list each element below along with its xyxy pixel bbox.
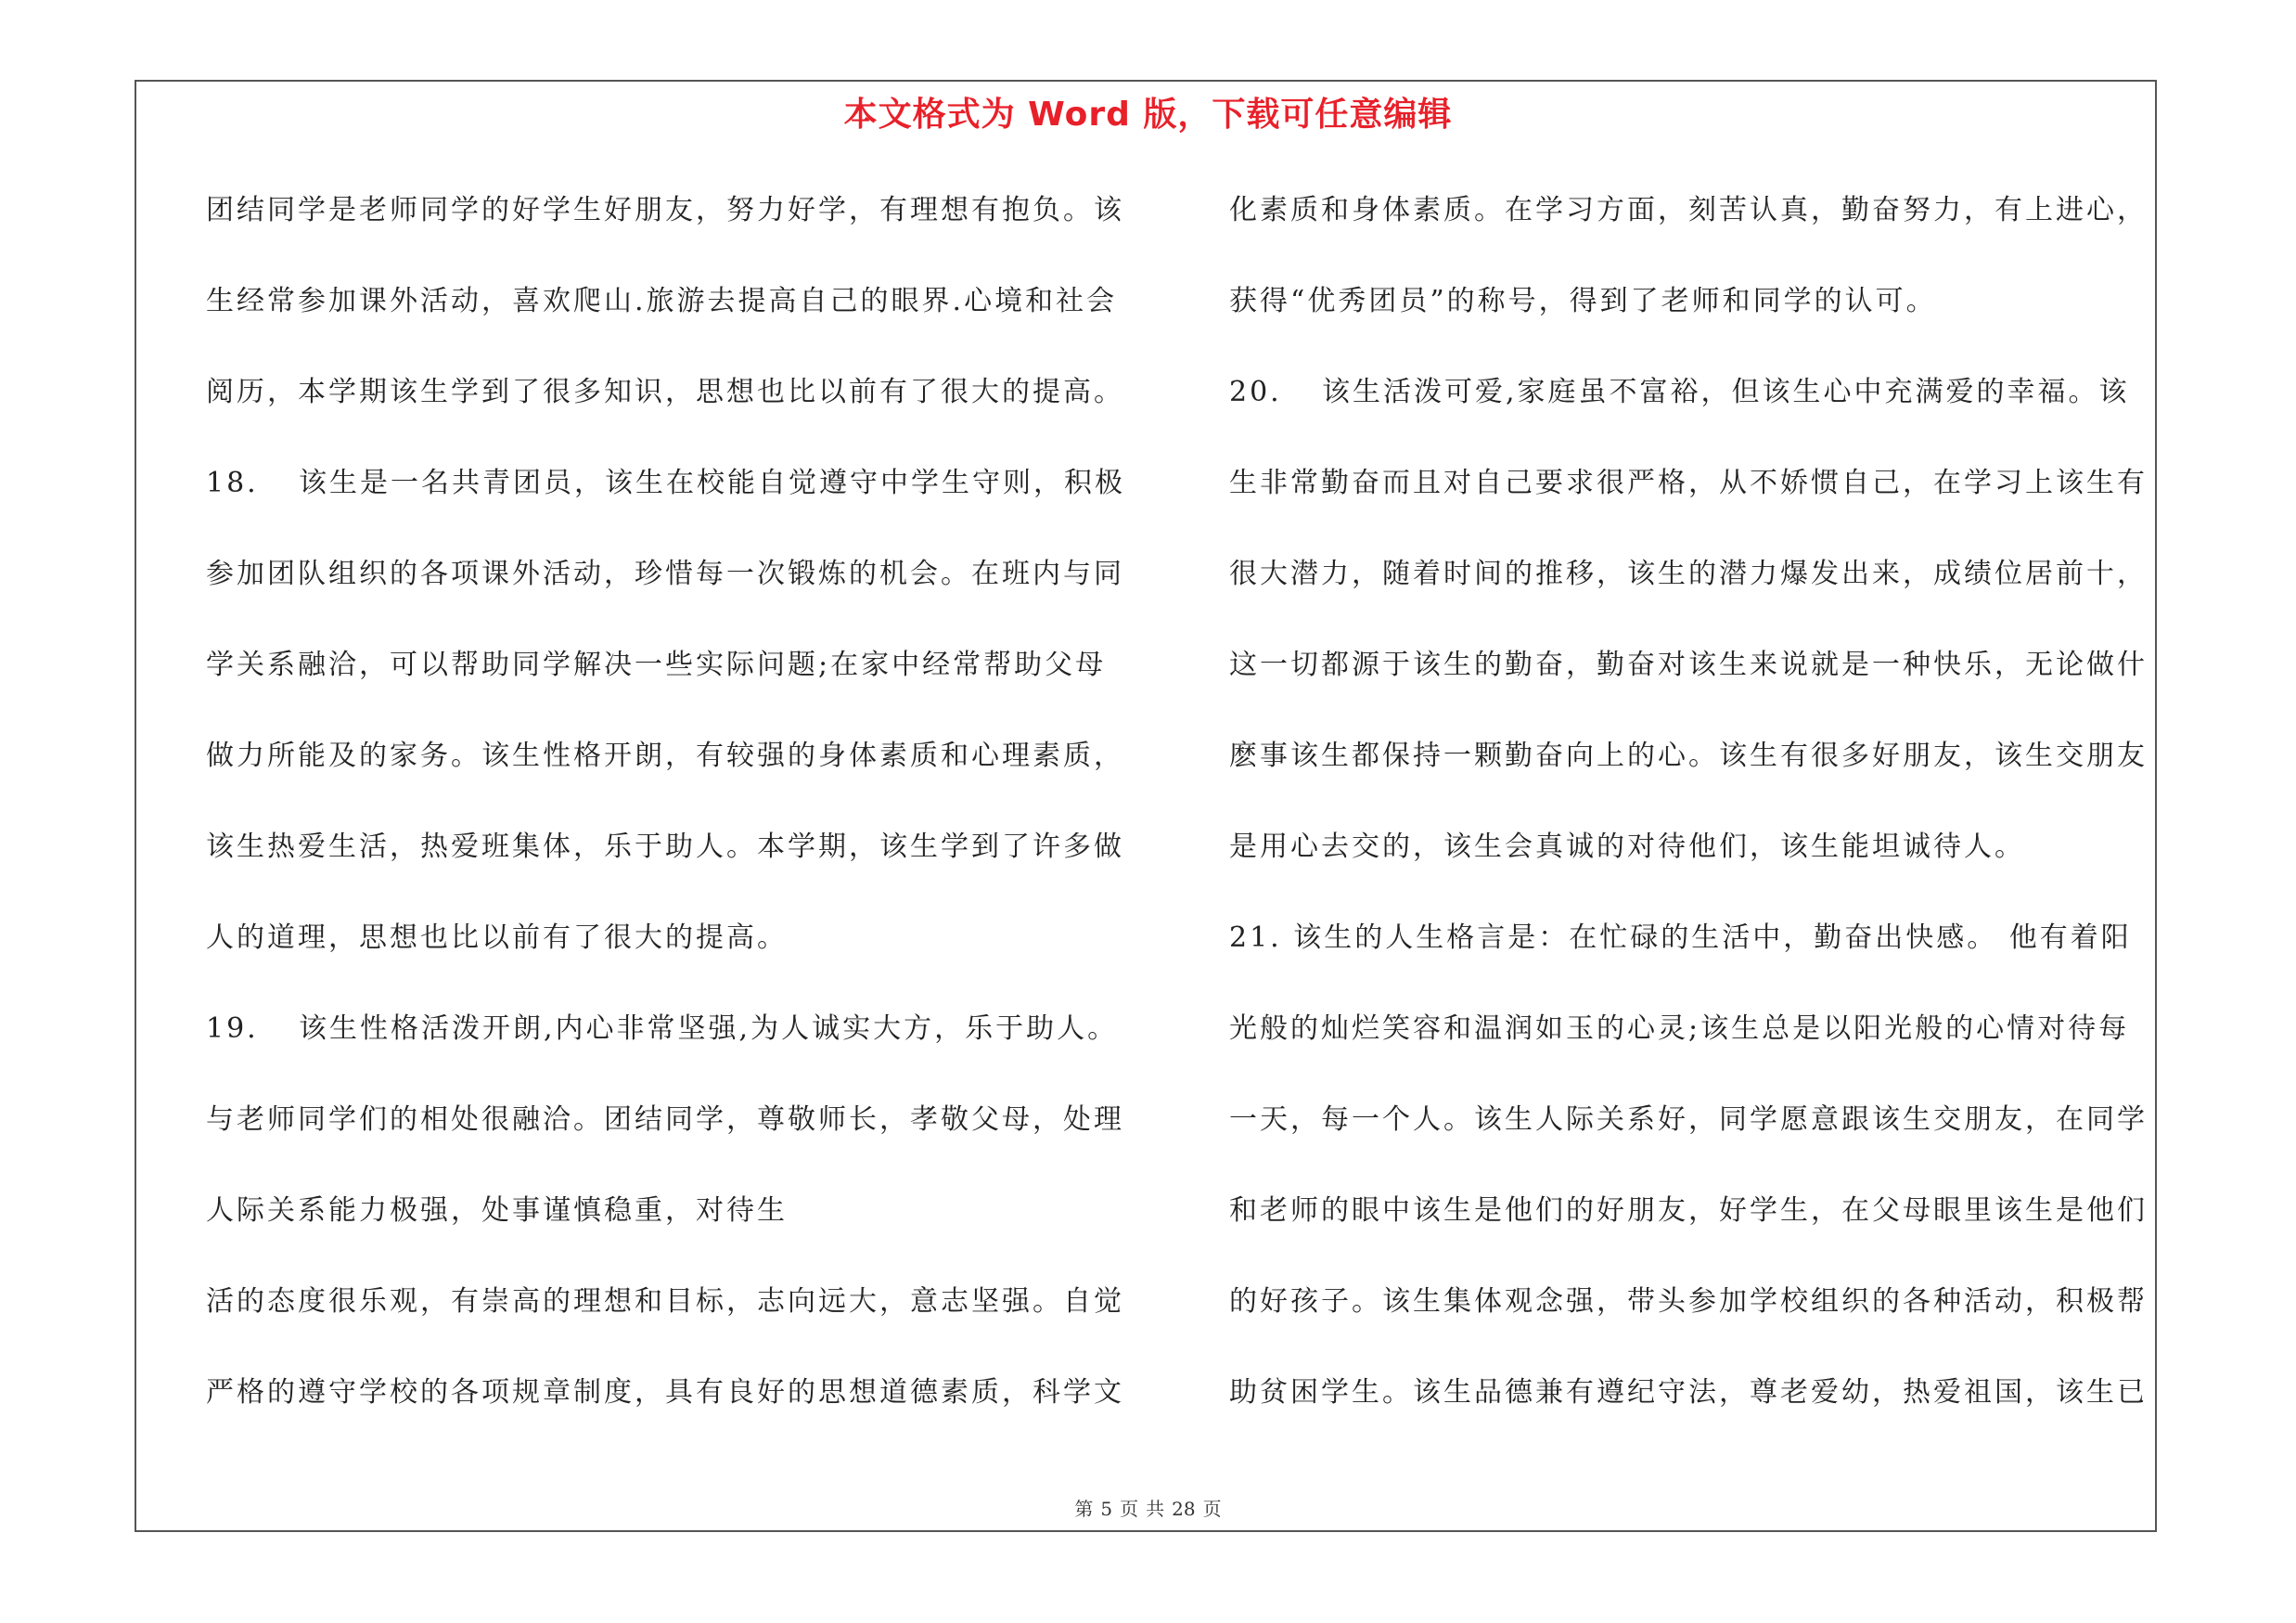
footer-total-pages: 28 <box>1172 1498 1196 1520</box>
text-line <box>1229 1359 2166 1449</box>
line-text: 人际关系能力极强，处事谨慎稳重，对待生 <box>206 1194 788 1227</box>
line-text: 化素质和身体素质。在学习方面，刻苦认真，勤奋努力，有上进心， <box>1229 194 2148 226</box>
text-line <box>1229 358 2166 449</box>
text-line <box>206 1268 1134 1359</box>
line-text: 与老师同学们的相处很融洽。团结同学，尊敬师长，孝敬父母，处理 <box>206 1103 1124 1136</box>
line-text: 该生是一名共青团员，该生在校能自觉遵守中学生守则，积极 <box>299 467 1125 499</box>
line-text: 严格的遵守学校的各项规章制度，具有良好的思想道德素质，科学文 <box>206 1376 1124 1409</box>
line-text: 团结同学是老师同学的好学生好朋友，努力好学，有理想有抱负。该 <box>206 194 1124 226</box>
line-text: 该生热爱生活，热爱班集体，乐于助人。本学期，该生学到了许多做 <box>206 831 1124 863</box>
footer-prefix: 第 <box>1074 1498 1094 1520</box>
line-text: 21. 该生的人生格言是：在忙碌的生活中，勤奋出快感。 他有着阳 <box>1229 921 2132 954</box>
line-text: 阅历，本学期该生学到了很多知识，思想也比以前有了很大的提高。 <box>206 376 1124 408</box>
footer-mid2: 共 <box>1146 1498 1165 1520</box>
text-line <box>206 1177 1134 1268</box>
text-line <box>206 267 1134 358</box>
text-line <box>1229 1268 2166 1359</box>
item-number: 18. <box>206 467 259 499</box>
text-line <box>206 995 1134 1086</box>
line-text: 一天，每一个人。该生人际关系好，同学愿意跟该生交朋友，在同学 <box>1229 1103 2148 1136</box>
page-footer <box>0 1494 2296 1521</box>
line-text: 人的道理，思想也比以前有了很大的提高。 <box>206 921 788 954</box>
text-line <box>206 722 1134 813</box>
text-line <box>1229 904 2166 995</box>
line-text: 做力所能及的家务。该生性格开朗，有较强的身体素质和心理素质， <box>206 740 1124 772</box>
text-line <box>206 358 1134 449</box>
text-line <box>1229 631 2166 722</box>
text-line <box>1229 540 2166 631</box>
footer-suffix: 页 <box>1202 1498 1222 1520</box>
footer-page-number: 5 <box>1100 1498 1113 1520</box>
text-line <box>206 1359 1134 1449</box>
line-text: 和老师的眼中该生是他们的好朋友，好学生，在父母眼里该生是他们 <box>1229 1194 2148 1227</box>
header-banner: 本文格式为 Word 版，下载可任意编辑 <box>843 96 1453 134</box>
item-number: 19. <box>206 1012 259 1045</box>
line-text: 获得“优秀团员”的称号，得到了老师和同学的认可。 <box>1229 285 1937 317</box>
line-text: 学关系融洽，可以帮助同学解决一些实际问题;在家中经常帮助父母 <box>206 649 1107 681</box>
line-text: 生经常参加课外活动，喜欢爬山.旅游去提高自己的眼界.心境和社会 <box>206 285 1118 317</box>
text-line <box>206 540 1134 631</box>
line-text: 麽事该生都保持一颗勤奋向上的心。该生有很多好朋友，该生交朋友 <box>1229 740 2148 772</box>
line-text: 该生性格活泼开朗,内心非常坚强,为人诚实大方，乐于助人。 <box>299 1012 1119 1045</box>
line-text: 活的态度很乐观，有崇高的理想和目标，志向远大，意志坚强。自觉 <box>206 1285 1124 1318</box>
right-column <box>1229 176 2166 1449</box>
line-text: 很大潜力，随着时间的推移，该生的潜力爆发出来，成绩位居前十， <box>1229 558 2148 590</box>
line-text: 助贫困学生。该生品德兼有遵纪守法，尊老爱幼，热爱祖国，该生已 <box>1229 1376 2148 1409</box>
left-column <box>206 176 1134 1449</box>
footer-mid1: 页 <box>1120 1498 1139 1520</box>
line-text: 这一切都源于该生的勤奋，勤奋对该生来说就是一种快乐，无论做什 <box>1229 649 2148 681</box>
text-line <box>1229 267 2166 358</box>
text-line <box>1229 1086 2166 1177</box>
text-line <box>1229 1177 2166 1268</box>
text-line <box>206 904 1134 995</box>
line-text: 的好孩子。该生集体观念强，带头参加学校组织的各种活动，积极帮 <box>1229 1285 2148 1318</box>
text-line <box>206 813 1134 904</box>
text-line <box>206 449 1134 540</box>
line-text: 是用心去交的，该生会真诚的对待他们，该生能坦诚待人。 <box>1229 831 2025 863</box>
line-text: 参加团队组织的各项课外活动，珍惜每一次锻炼的机会。在班内与同 <box>206 558 1124 590</box>
item-number: 20. <box>1229 376 1282 408</box>
line-text: 该生活泼可爱,家庭虽不富裕，但该生心中充满爱的幸福。该 <box>1322 376 2130 408</box>
text-line <box>206 631 1134 722</box>
line-text: 光般的灿烂笑容和温润如玉的心灵;该生总是以阳光般的心情对待每 <box>1229 1012 2130 1045</box>
text-line <box>1229 813 2166 904</box>
text-line <box>206 1086 1134 1177</box>
text-line <box>1229 449 2166 540</box>
text-line <box>1229 722 2166 813</box>
text-line <box>206 176 1134 267</box>
text-line <box>1229 176 2166 267</box>
line-text: 生非常勤奋而且对自己要求很严格，从不娇惯自己，在学习上该生有 <box>1229 467 2148 499</box>
text-line <box>1229 995 2166 1086</box>
